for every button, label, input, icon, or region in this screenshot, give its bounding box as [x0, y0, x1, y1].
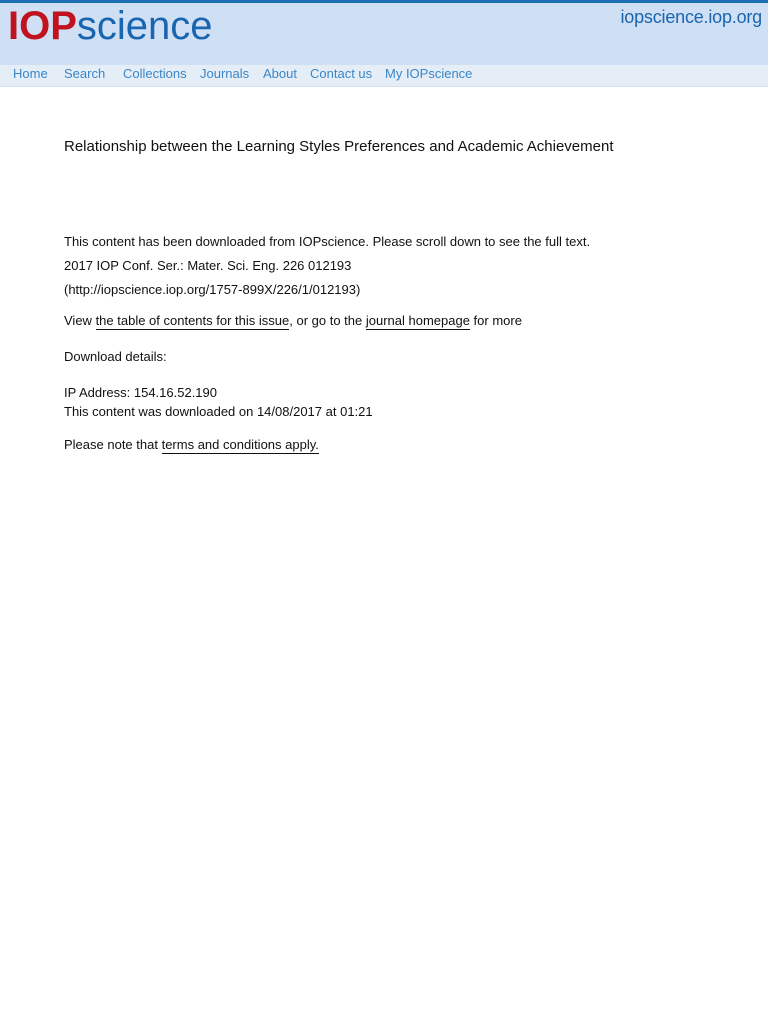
logo-science-text: science [76, 4, 213, 48]
article-url: (http://iopscience.iop.org/1757-899X/226/1/012193) [64, 282, 361, 297]
download-notice: This content has been downloaded from IOPscience. Please scroll down to see the full text. [64, 234, 591, 249]
nav-contact-us[interactable]: Contact us [310, 66, 373, 81]
downloaded-on: This content was downloaded on 14/08/2017 at 01:21 [64, 404, 373, 419]
ip-address: IP Address: 154.16.52.190 [64, 385, 217, 400]
terms-and-conditions-link[interactable]: terms and conditions apply. [161, 437, 319, 452]
table-of-contents-link[interactable]: the table of contents for this issue [95, 313, 290, 328]
site-header [0, 3, 768, 65]
iopscience-logo[interactable] [8, 4, 213, 48]
nav-collections[interactable]: Collections [123, 66, 187, 81]
nav-my-iopscience[interactable]: My IOPscience [385, 66, 473, 81]
download-details-heading: Download details: [64, 349, 167, 364]
view-prefix: View [64, 313, 96, 328]
logo-iop-text: IOP [8, 4, 77, 48]
terms-note [64, 437, 319, 452]
nav-home[interactable]: Home [13, 66, 48, 81]
view-links-line [64, 313, 522, 328]
journal-homepage-link[interactable]: journal homepage [365, 313, 470, 328]
nav-journals[interactable]: Journals [200, 66, 250, 81]
citation: 2017 IOP Conf. Ser.: Mater. Sci. Eng. 226 012193 [64, 258, 352, 273]
nav-search[interactable]: Search [64, 66, 106, 81]
view-middle: , or go to the [289, 313, 366, 328]
note-prefix: Please note that [64, 437, 162, 452]
main-navigation [0, 65, 768, 87]
article-title: Relationship between the Learning Styles Preferences and Academic Achievement [64, 138, 614, 155]
view-suffix: for more [469, 313, 522, 328]
nav-about[interactable]: About [263, 66, 297, 81]
site-url-logo[interactable]: iopscience.iop.org [620, 7, 762, 27]
